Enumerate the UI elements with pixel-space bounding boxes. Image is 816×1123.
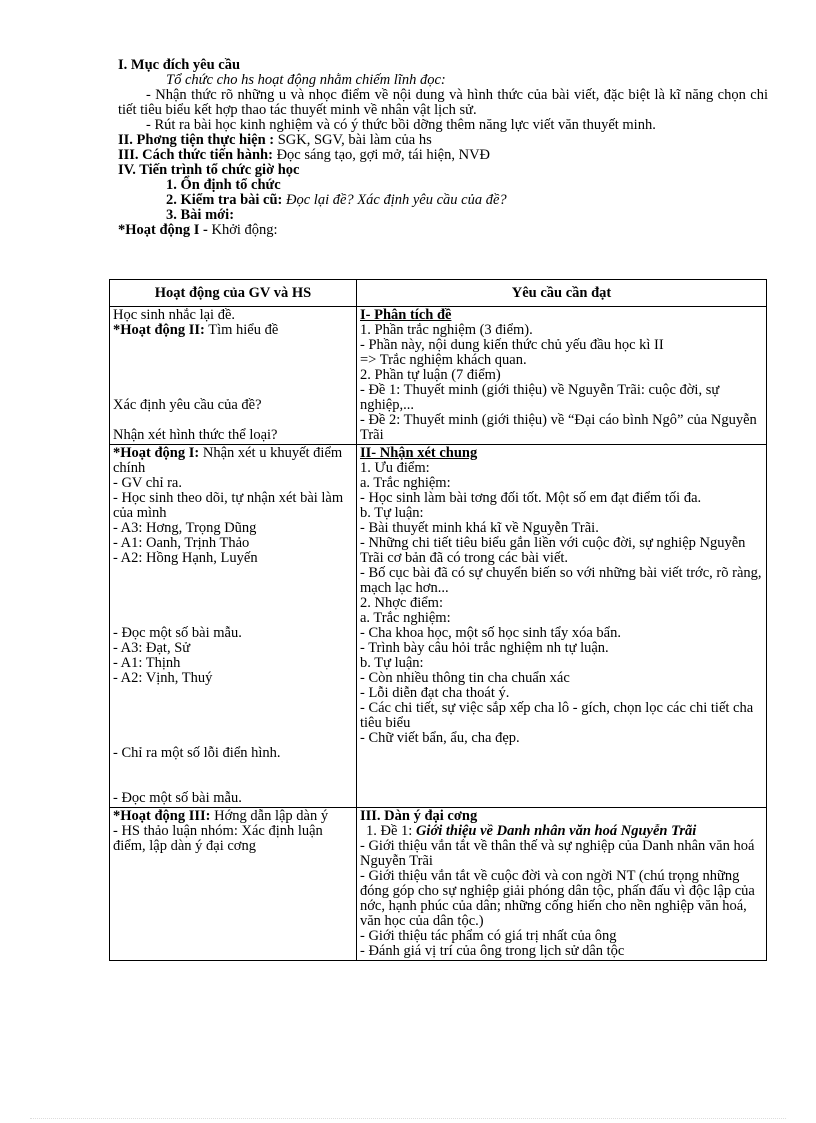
section-2-text: SGK, SGV, bài làm của hs [274, 132, 432, 148]
activity-1-label: *Hoạt động I - [118, 222, 208, 238]
row-2-left-line: - A2: Vịnh, Thuý [113, 670, 213, 686]
row-3-right-line: - Đánh giá vị trí của ông trong lịch sử dân tộc [360, 943, 625, 959]
section-3 [118, 148, 768, 163]
row-2-right-line: 1. Ưu điểm: [360, 460, 430, 476]
section-2 [118, 133, 768, 148]
row-2-right-line: - Chữ viết bẩn, ẩu, cha đẹp. [360, 730, 520, 746]
row-2-right-line: - Những chi tiết tiêu biểu gắn liền với cuộc đời, sự nghiệp Nguyễn Trãi cơ bản đã có trong các bài viết. [360, 535, 746, 566]
section-1-title: I. Mục đích yêu cầu [118, 57, 241, 73]
row-1-right [357, 307, 767, 445]
row-2-activity-label: *Hoạt động I: [113, 445, 200, 461]
row-2-left-line: - Đọc một số bài mẫu. [113, 625, 242, 641]
row-3-activity-text: Hớng dẫn lập dàn ý [210, 808, 329, 824]
row-3-right-line: - Giới thiệu vắn tắt về thân thế và sự nghiệp của Danh nhân văn hoá Nguyễn Trãi [360, 838, 755, 869]
row-3-right-line: - Giới thiệu vắn tắt về cuộc đời và con ngời NT (chú trọng những đóng góp cho sự nghiệp giải phóng dân tộc, phấn đấu vì độc lập của nớc, hạnh phúc của dân; những cống hiến cho nền nghiệp văn hoá, văn học của dân tộc.) [360, 868, 755, 929]
activity-1-text: Khởi động: [207, 222, 278, 238]
table-row [110, 808, 767, 961]
row-2-right-title: II- Nhận xét chung [360, 445, 478, 461]
row-1-left-line: Xác định yêu cầu của đề? [113, 397, 262, 413]
row-3-left-line: - HS thảo luận nhóm: Xác định luận điểm, lập dàn ý đại cơng [113, 823, 323, 854]
row-2-right-line: b. Tự luận: [360, 505, 424, 521]
row-2-left-line: - GV chỉ ra. [113, 475, 182, 491]
section-2-label: II. Phơng tiện thực hiện : [118, 132, 275, 148]
row-1-right-line: 2. Phần tự luận (7 điểm) [360, 367, 501, 383]
row-2-left-line: - Học sinh theo dõi, tự nhận xét bài làm của mình [113, 490, 344, 521]
row-2-right-line: b. Tự luận: [360, 655, 424, 671]
row-1-right-line: - Đề 2: Thuyết minh (giới thiệu) về “Đại cáo bình Ngô” của Nguyễn Trãi [360, 412, 757, 443]
col-header-teacher: Hoạt động của GV và HS [110, 280, 357, 307]
lesson-table [109, 279, 767, 961]
row-3-right [357, 808, 767, 961]
section-4-item-2 [118, 193, 768, 208]
document-header [118, 58, 768, 238]
row-3-activity-label: *Hoạt động III: [113, 808, 211, 824]
row-2-left [110, 445, 357, 808]
row-1-right-line: 1. Phần trắc nghiệm (3 điểm). [360, 322, 533, 338]
row-2-activity [113, 446, 353, 476]
row-1-right-line: - Phần này, nội dung kiến thức chủ yếu đầu học kì II [360, 337, 664, 353]
row-1-left-line: Học sinh nhắc lại đề. [113, 307, 236, 323]
row-2-left-line: - A3: Đạt, Sử [113, 640, 191, 656]
row-1-activity-label: *Hoạt động II: [113, 322, 205, 338]
section-1-para-1: - Nhận thức rõ những u và nhọc điểm về nội dung và hình thức của bài viết, đặc biệt là kĩ năng chọn chi tiết tiêu biểu kết hợp thao tác thuyết minh về nhân vật lịch sử. [118, 87, 768, 118]
section-4-item-2-text: Đọc lại đề? Xác định yêu cầu của đề? [282, 192, 507, 208]
row-3-right-line: - Giới thiệu tác phẩm có giá trị nhất của ông [360, 928, 617, 944]
row-2-left-line: - A3: Hơng, Trọng Dũng [113, 520, 257, 536]
table-row [110, 445, 767, 808]
row-2-right-line: a. Trắc nghiệm: [360, 475, 451, 491]
row-3-right-sub-label: 1. Đề 1: [366, 823, 413, 839]
row-3-right-sub-text: Giới thiệu về Danh nhân văn hoá Nguyễn Trãi [412, 823, 697, 839]
row-1-right-line: - Đề 1: Thuyết minh (giới thiệu) về Nguyễn Trãi: cuộc đời, sự nghiệp,... [360, 382, 720, 413]
row-3-activity [113, 809, 353, 824]
row-2-left-line: - A1: Thịnh [113, 655, 181, 671]
row-2-right-line: a. Trắc nghiệm: [360, 610, 451, 626]
row-3-right-title: III. Dàn ý đại cơng [360, 808, 478, 824]
activity-1 [118, 223, 768, 238]
section-4-item-3: 3. Bài mới: [166, 207, 235, 223]
row-2-right-line: - Các chi tiết, sự việc sắp xếp cha lô - gích, chọn lọc các chi tiết cha tiêu biểu [360, 700, 754, 731]
page-edge [30, 1118, 786, 1119]
row-2-activity-text: Nhận xét u khuyết điểm chính [113, 445, 343, 476]
row-1-right-title: I- Phân tích đề [360, 307, 452, 323]
section-4-item-1: 1. Ổn định tổ chức [166, 177, 281, 193]
row-1-left [110, 307, 357, 445]
row-2-right-line: - Học sinh làm bài tơng đối tốt. Một số em đạt điểm tối đa. [360, 490, 702, 506]
row-2-right-line: - Bài thuyết minh khá kĩ về Nguyễn Trãi. [360, 520, 599, 536]
section-3-label: III. Cách thức tiến hành: [118, 147, 273, 163]
table-header-row [110, 280, 767, 307]
row-3-right-sub [360, 824, 763, 839]
row-1-activity-text: Tìm hiểu đề [204, 322, 279, 338]
row-2-right-line: - Cha khoa học, một số học sinh tẩy xóa bẩn. [360, 625, 621, 641]
row-2-right-line: 2. Nhợc điểm: [360, 595, 443, 611]
row-1-right-line: => Trắc nghiệm khách quan. [360, 352, 527, 368]
row-2-left-line: - A1: Oanh, Trịnh Thảo [113, 535, 250, 551]
row-3-left [110, 808, 357, 961]
row-1-activity [113, 323, 353, 338]
row-2-right-line: - Lỗi diễn đạt cha thoát ý. [360, 685, 510, 701]
table-row [110, 307, 767, 445]
col-header-requirements: Yêu cầu cần đạt [357, 280, 767, 307]
row-2-left-line: - Đọc một số bài mẫu. [113, 790, 242, 806]
section-1-para-2: - Rút ra bài học kinh nghiệm và có ý thức bồi dỡng thêm năng lực viết văn thuyết minh. [146, 117, 656, 133]
row-2-right-line: - Trình bày câu hỏi trắc nghiệm nh tự luận. [360, 640, 609, 656]
section-4-title: IV. Tiến trình tổ chức giờ học [118, 162, 300, 178]
section-3-text: Đọc sáng tạo, gợi mở, tái hiện, NVĐ [272, 147, 491, 163]
row-2-right-line: - Còn nhiều thông tin cha chuẩn xác [360, 670, 570, 686]
row-2-left-line: - A2: Hồng Hạnh, Luyến [113, 550, 258, 566]
row-2-right-line: - Bố cục bài đã có sự chuyển biến so với những bài viết trớc, rõ ràng, mạch lạc hơn... [360, 565, 762, 596]
section-1-subtitle: Tổ chức cho hs hoạt động nhằm chiếm lĩnh đọc: [166, 72, 446, 88]
row-2-left-line: - Chỉ ra một số lỗi điển hình. [113, 745, 281, 761]
row-1-left-line: Nhận xét hình thức thể loại? [113, 427, 278, 443]
row-2-right [357, 445, 767, 808]
section-4-item-2-label: 2. Kiểm tra bài cũ: [166, 192, 283, 208]
